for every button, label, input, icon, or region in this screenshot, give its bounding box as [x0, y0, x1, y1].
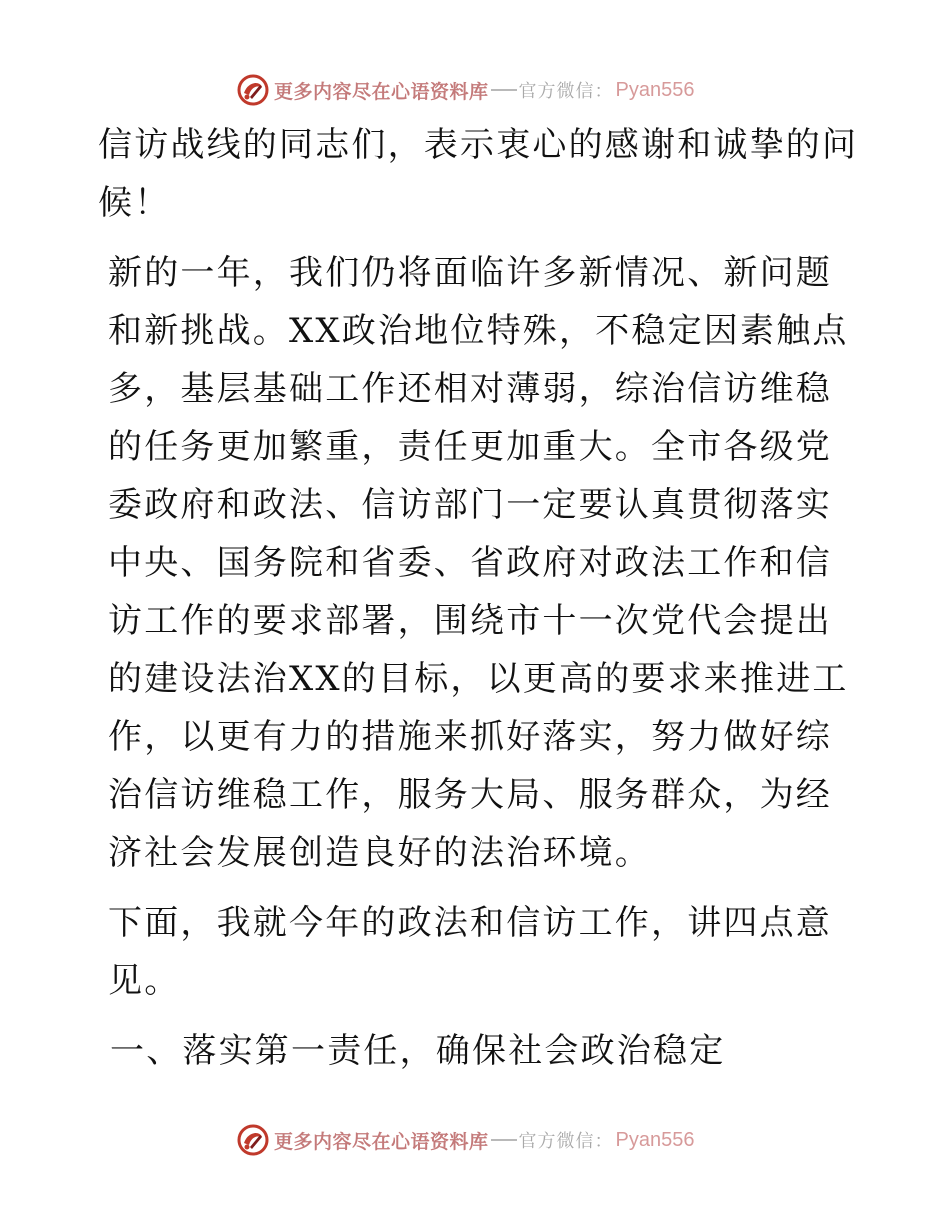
paragraph-new-year-challenges: 新的一年，我们仍将面临许多新情况、新问题和新挑战。XX政治地位特殊，不稳定因素触点多，基层基础工作还相对薄弱，综治信访维稳的任务更加繁重，责任更加重大。全市各级党委政府和政法、信访部门一定要认真贯彻落实中央、国务院和省委、省政府对政法工作和信访工作的要求部署，围绕市十一次党代会提出的建设法治XX的目标，以更高的要求来推进工作，以更有力的措施来抓好落实，努力做好综治信访维稳工作，服务大局、服务群众，为经济社会发展创造良好的法治环境。	[108, 253, 849, 873]
paragraph-four-points-intro: 下面，我就今年的政法和信访工作，讲四点意见。	[108, 903, 832, 1001]
footer-dash-divider	[491, 1139, 517, 1141]
header-wechat-id: Pyan556	[615, 78, 695, 101]
red-swirl-logo-icon	[236, 1123, 270, 1157]
red-swirl-logo-icon	[236, 73, 270, 107]
section-heading-one: 一、落实第一责任，确保社会政治稳定	[110, 1031, 726, 1071]
header-banner	[236, 72, 716, 108]
header-wechat-label: 官方微信：	[518, 81, 614, 102]
footer-banner	[236, 1122, 716, 1158]
footer-wechat-label: 官方微信：	[518, 1131, 614, 1152]
footer-wechat-id: Pyan556	[615, 1128, 695, 1151]
paragraph-greeting-continuation: 信访战线的同志们，表示衷心的感谢和诚挚的问候！	[98, 125, 859, 223]
header-dash-divider	[491, 89, 517, 91]
footer-site-text: 更多内容尽在心语资料库	[274, 1130, 489, 1153]
document-body	[98, 116, 868, 1092]
header-site-text: 更多内容尽在心语资料库	[274, 80, 489, 103]
